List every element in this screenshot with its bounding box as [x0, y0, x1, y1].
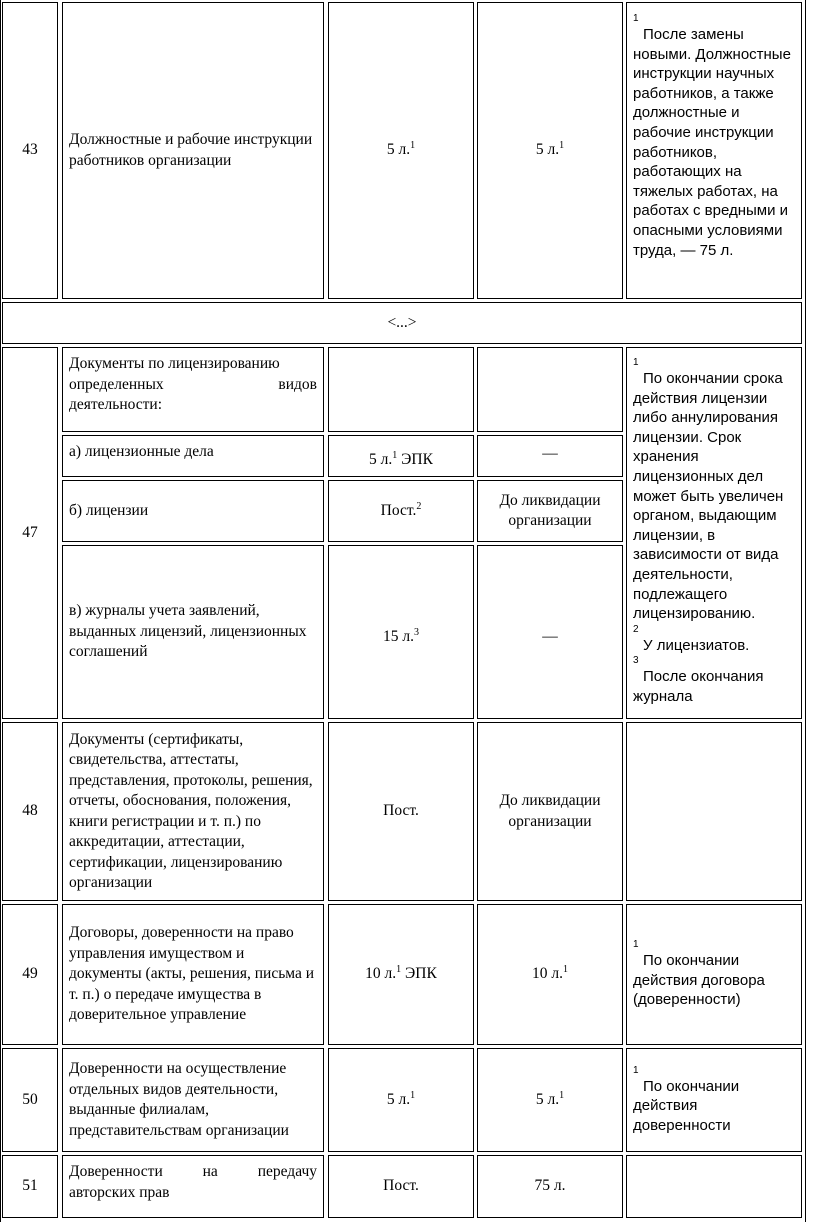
row-49-note: 1 По окончании действия договора (доверенности): [626, 904, 802, 1045]
row-48-title: Документы (сертификаты, свидетельства, аттестаты, представления, протоколы, решения, отчеты, обоснования, положения, книги регистрации и т. п.) по аккредитации, аттестации, сертификации, лицензированию организации: [62, 722, 324, 901]
row-49-title: Договоры, доверенности на право управления имуществом и документы (акты, решения, письма и т. п.) о передаче имущества в доверительное управление: [62, 904, 324, 1045]
row-50-note: 1 По окончании действия доверенности: [626, 1048, 802, 1152]
row-47a-term-2: —: [477, 435, 623, 477]
row-43-note: 1 После замены новыми. Должностные инструкции научных работников, а также должностные и рабочие инструкции работников, работающих на тяжелых работах, на работах с вредными и опасными условиями труда, — 75 л.: [626, 2, 802, 299]
row-43-number: 43: [2, 2, 58, 299]
row-51-title: Доверенности на передачу авторских прав: [62, 1155, 324, 1218]
row-49-term-1: 10 л.$^1$ ЭПК: [328, 904, 474, 1045]
row-49-term-2: 10 л.$^1$: [477, 904, 623, 1045]
row-51-term-2: 75 л.: [477, 1155, 623, 1218]
row-47c-term-1: 15 л.$^3$: [328, 545, 474, 719]
row-50-title: Доверенности на осуществление отдельных видов деятельности, выданные филиалам, представительствам организации: [62, 1048, 324, 1152]
row-50-term-2: 5 л.$^1$: [477, 1048, 623, 1152]
row-48-term-1: Пост.: [328, 722, 474, 901]
row-47b-title: б) лицензии: [62, 480, 324, 542]
ellipsis-row: <...>: [2, 302, 802, 344]
row-47-title: Документы по лицензированию определенных видов деятельности:: [62, 347, 324, 432]
row-47-number: 47: [2, 347, 58, 719]
row-47a-title: а) лицензионные дела: [62, 435, 324, 477]
row-47b-term-1: Пост.$^2$: [328, 480, 474, 542]
row-47a-term-1: 5 л.$^1$ ЭПК: [328, 435, 474, 477]
row-47-note: 1 По окончании срока действия лицензии либо аннулирования лицензии. Срок хранения лицензионных дел может быть увеличен органом, выдающим лицензии, в зависимости от вида деятельности, подлежащего лицензированию. 2 У лицензиатов. 3 После окончания журнала: [626, 347, 802, 719]
row-51-number: 51: [2, 1155, 58, 1218]
row-48-note: [626, 722, 802, 901]
row-49-number: 49: [2, 904, 58, 1045]
row-43-term-1: 5 л.$^1$: [328, 2, 474, 299]
row-47b-term-2: До ликвидации организации: [477, 480, 623, 542]
row-47-title-term-2: [477, 347, 623, 432]
row-50-number: 50: [2, 1048, 58, 1152]
row-47c-title: в) журналы учета заявлений, выданных лицензий, лицензионных соглашений: [62, 545, 324, 719]
row-43-title: Должностные и рабочие инструкции работников организации: [62, 2, 324, 299]
row-48-number: 48: [2, 722, 58, 901]
row-47-title-term-1: [328, 347, 474, 432]
row-43-term-2: 5 л.$^1$: [477, 2, 623, 299]
row-48-term-2: До ликвидации организации: [477, 722, 623, 901]
row-50-term-1: 5 л.$^1$: [328, 1048, 474, 1152]
row-47c-term-2: —: [477, 545, 623, 719]
row-51-note: [626, 1155, 802, 1218]
row-51-term-1: Пост.: [328, 1155, 474, 1218]
